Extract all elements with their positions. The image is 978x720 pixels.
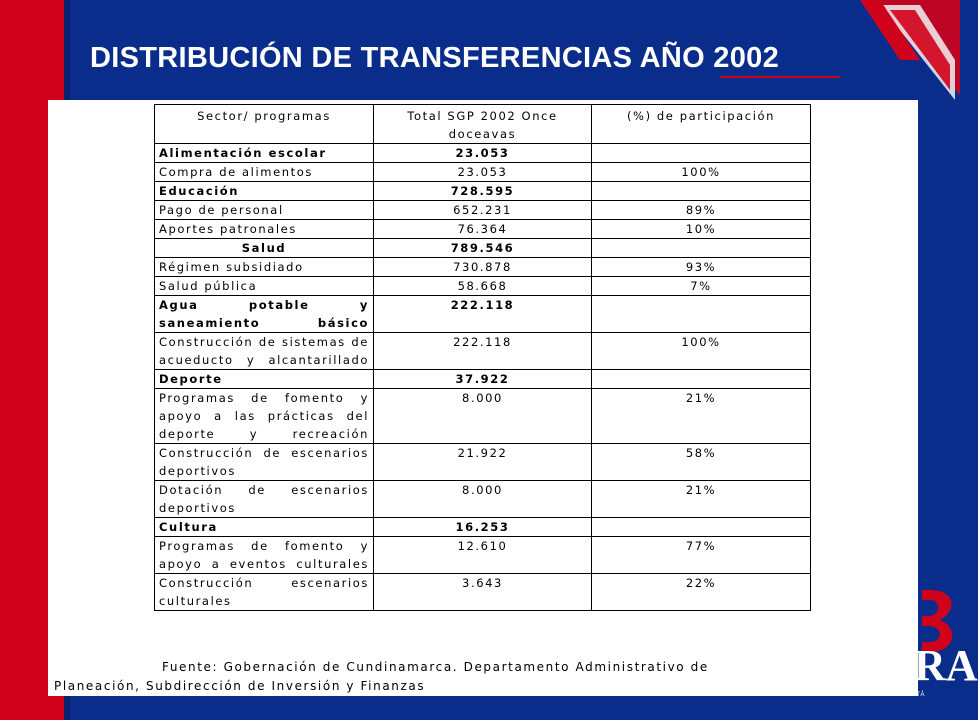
row-total: 21.922: [374, 444, 592, 481]
content-panel: [48, 100, 918, 696]
row-sector: Programas de fomento y apoyo a las prácticas del deporte y recreación: [155, 389, 374, 444]
row-pct: 10%: [592, 220, 811, 239]
table-row: [155, 220, 811, 239]
row-pct: 100%: [592, 333, 811, 370]
table-row: [155, 574, 811, 611]
row-sector: Cultura: [155, 518, 374, 537]
row-total: 23.053: [374, 144, 592, 163]
table-row: [155, 277, 811, 296]
header-total: Total SGP 2002 Once doceavas: [374, 105, 592, 144]
row-total: 789.546: [374, 239, 592, 258]
table-row: [155, 163, 811, 182]
table-row: [155, 258, 811, 277]
row-total: 76.364: [374, 220, 592, 239]
row-total: 728.595: [374, 182, 592, 201]
row-total: 8.000: [374, 389, 592, 444]
row-pct: 22%: [592, 574, 811, 611]
row-pct: [592, 296, 811, 333]
row-total: 23.053: [374, 163, 592, 182]
row-pct: 21%: [592, 481, 811, 518]
table-row: [155, 389, 811, 444]
row-pct: [592, 518, 811, 537]
row-sector: Alimentación escolar: [155, 144, 374, 163]
row-pct: [592, 370, 811, 389]
table-row: [155, 333, 811, 370]
row-total: 8.000: [374, 481, 592, 518]
table-row: [155, 370, 811, 389]
table-row: [155, 481, 811, 518]
row-pct: 89%: [592, 201, 811, 220]
row-total: 730.878: [374, 258, 592, 277]
row-sector: Construcción de escenarios deportivos: [155, 444, 374, 481]
table-row: [155, 296, 811, 333]
table-header-row: [155, 105, 811, 144]
row-total: 222.118: [374, 333, 592, 370]
row-sector: Programas de fomento y apoyo a eventos culturales: [155, 537, 374, 574]
row-pct: 58%: [592, 444, 811, 481]
row-pct: [592, 144, 811, 163]
header-pct: (%) de participación: [592, 105, 811, 144]
table-row: [155, 144, 811, 163]
logo-letters: RA: [914, 641, 978, 690]
row-total: 16.253: [374, 518, 592, 537]
header-sector: Sector/ programas: [155, 105, 374, 144]
row-pct: [592, 239, 811, 258]
row-sector: Educación: [155, 182, 374, 201]
logo-tagline: DE COMERCIO DE BOGOTÁ: [838, 692, 925, 698]
table-row: [155, 182, 811, 201]
row-total: 652.231: [374, 201, 592, 220]
table-row: [155, 444, 811, 481]
row-total: 3.643: [374, 574, 592, 611]
row-sector: Salud: [155, 239, 374, 258]
row-sector: Régimen subsidiado: [155, 258, 374, 277]
row-sector: Pago de personal: [155, 201, 374, 220]
source-line-1: Fuente: Gobernación de Cundinamarca. Departamento Administrativo de: [162, 660, 709, 674]
row-total: 222.118: [374, 296, 592, 333]
table-row: [155, 537, 811, 574]
row-sector: Construcción escenarios culturales: [155, 574, 374, 611]
table-row: [155, 201, 811, 220]
row-total: 12.610: [374, 537, 592, 574]
title-accent-line: [720, 76, 840, 78]
row-total: 37.922: [374, 370, 592, 389]
row-pct: 7%: [592, 277, 811, 296]
source-line-2: Planeación, Subdirección de Inversión y Finanzas: [54, 679, 426, 693]
row-sector: Construcción de sistemas de acueducto y alcantarillado: [155, 333, 374, 370]
row-sector: Aportes patronales: [155, 220, 374, 239]
row-sector: Dotación de escenarios deportivos: [155, 481, 374, 518]
row-sector: Compra de alimentos: [155, 163, 374, 182]
row-pct: 77%: [592, 537, 811, 574]
row-pct: [592, 182, 811, 201]
source-note: [54, 658, 914, 696]
row-sector: Agua potable y saneamiento básico: [155, 296, 374, 333]
page-title: DISTRIBUCIÓN DE TRANSFERENCIAS AÑO 2002: [90, 42, 779, 74]
row-total: 58.668: [374, 277, 592, 296]
row-sector: Deporte: [155, 370, 374, 389]
transfers-table: [154, 104, 811, 611]
row-pct: 100%: [592, 163, 811, 182]
table-row: [155, 518, 811, 537]
row-sector: Salud pública: [155, 277, 374, 296]
row-pct: 93%: [592, 258, 811, 277]
table-row: [155, 239, 811, 258]
row-pct: 21%: [592, 389, 811, 444]
